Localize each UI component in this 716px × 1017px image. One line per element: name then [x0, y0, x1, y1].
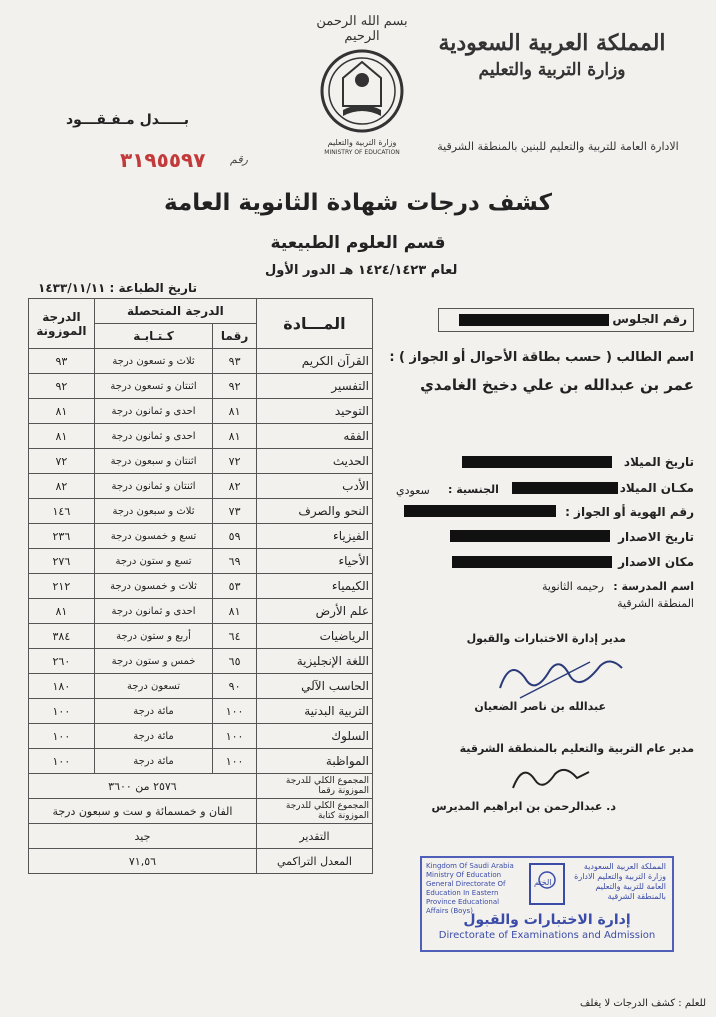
words-cell: ثلاث و خمسون درجة — [94, 574, 213, 599]
table-row — [29, 624, 373, 649]
document-title: كشف درجات شهادة الثانوية العامة — [164, 190, 552, 216]
words-cell: أربع و ستون درجة — [94, 624, 213, 649]
weighted-cell: ٢٣٦ — [29, 524, 95, 549]
replacement-note: بـــــدل مـفـقـــود — [66, 112, 189, 128]
words-cell: تسع و خمسون درجة — [94, 524, 213, 549]
digits-cell: ٦٩ — [213, 549, 257, 574]
subject-cell: الفقه — [256, 424, 372, 449]
section-name: قسم العلوم الطبيعية — [270, 233, 446, 253]
id-label: رقم الهوية أو الجواز : — [565, 505, 694, 519]
words-cell: اثنتان و سبعون درجة — [94, 449, 213, 474]
gpa-label: المعدل التراكمي — [256, 849, 372, 874]
digits-cell: ٨١ — [213, 399, 257, 424]
grade-row — [29, 824, 373, 849]
digits-cell: ١٠٠ — [213, 749, 257, 774]
serial-number: ٣١٩٥٥٩٧ — [120, 148, 206, 172]
table-row — [29, 674, 373, 699]
subject-cell: الكيمياء — [256, 574, 372, 599]
general-director-signature-icon — [505, 758, 595, 798]
grade-value: جيد — [29, 824, 257, 849]
name-value: عمر بن عبدالله بن علي دخيخ الغامدي — [420, 376, 694, 394]
issue-place-label: مكان الاصدار — [618, 555, 694, 569]
words-cell: احدى و ثمانون درجة — [94, 599, 213, 624]
subject-cell: اللغة الإنجليزية — [256, 649, 372, 674]
total-digits-label: المجموع الكلي للدرجة الموزونة رقما — [256, 774, 372, 799]
table-row — [29, 524, 373, 549]
digits-cell: ٥٩ — [213, 524, 257, 549]
weighted-cell: ٢٧٦ — [29, 549, 95, 574]
words-cell: مائة درجة — [94, 724, 213, 749]
digits-cell: ٥٣ — [213, 574, 257, 599]
weighted-cell: ١٨٠ — [29, 674, 95, 699]
year-line: لعام ١٤٢٤/١٤٢٣ هـ الدور الأول — [265, 263, 458, 278]
weighted-cell: ١٠٠ — [29, 724, 95, 749]
gpa-row — [29, 849, 373, 874]
table-row — [29, 374, 373, 399]
weighted-cell: ١٠٠ — [29, 699, 95, 724]
table-row — [29, 549, 373, 574]
redaction-bar — [459, 314, 609, 326]
words-header: كـتـابـة — [94, 324, 213, 349]
total-words-value: الفان و خمسمائة و ست و سبعون درجة — [29, 799, 257, 824]
words-cell: خمس و ستون درجة — [94, 649, 213, 674]
dob-label: تاريخ الميلاد — [623, 455, 694, 469]
exam-director-title: مدير إدارة الاختبارات والقبول — [466, 632, 626, 645]
digits-cell: ١٠٠ — [213, 699, 257, 724]
seat-label: رقم الجلوس — [612, 312, 687, 326]
digits-cell: ٧٣ — [213, 499, 257, 524]
school-label: اسم المدرسة : — [613, 580, 694, 593]
ministry-logo-icon — [319, 48, 405, 134]
stamp-english-text: Kingdom Of Saudi Arabia Ministry Of Education General Directorate Of Education In Eastern Province Educational Affairs (Boys) — [426, 862, 514, 915]
stamp-english-footer: Directorate of Examinations and Admission — [438, 930, 656, 941]
words-cell: ثلاث و تسعون درجة — [94, 349, 213, 374]
total-digits-row — [29, 774, 373, 799]
subject-cell: التفسير — [256, 374, 372, 399]
redaction-bar — [462, 456, 612, 468]
table-row — [29, 699, 373, 724]
digits-cell: ١٠٠ — [213, 724, 257, 749]
subject-cell: التوحيد — [256, 399, 372, 424]
words-cell: تسعون درجة — [94, 674, 213, 699]
issue-date-label: تاريخ الاصدار — [618, 530, 694, 544]
exam-director-signature-icon — [490, 648, 630, 704]
weighted-cell: ٨٢ — [29, 474, 95, 499]
digits-cell: ٩٣ — [213, 349, 257, 374]
table-row — [29, 724, 373, 749]
school-value: رحيمه الثانوية — [542, 580, 604, 593]
subject-cell: التربية البدنية — [256, 699, 372, 724]
digits-cell: ٩٠ — [213, 674, 257, 699]
words-cell: مائة درجة — [94, 749, 213, 774]
words-cell: احدى و ثمانون درجة — [94, 424, 213, 449]
words-cell: احدى و ثمانون درجة — [94, 399, 213, 424]
grades-table — [28, 298, 373, 874]
kingdom-name: المملكة العربية السعودية — [438, 30, 666, 56]
subject-cell: الفيزياء — [256, 524, 372, 549]
subject-cell: المواظبة — [256, 749, 372, 774]
nationality-value: سعودي — [396, 484, 430, 497]
weighted-cell: ١٠٠ — [29, 749, 95, 774]
digits-cell: ٦٤ — [213, 624, 257, 649]
weighted-cell: ٨١ — [29, 399, 95, 424]
words-cell: اثنتان و تسعون درجة — [94, 374, 213, 399]
digits-cell: ٦٥ — [213, 649, 257, 674]
weighted-cell: ٩٢ — [29, 374, 95, 399]
words-cell: اثنتان و ثمانون درجة — [94, 474, 213, 499]
subject-cell: الحاسب الآلي — [256, 674, 372, 699]
subject-cell: القرآن الكريم — [256, 349, 372, 374]
general-director-name: د. عبدالرحمن بن ابراهيم المديرس — [431, 800, 616, 813]
weighted-cell: ٩٣ — [29, 349, 95, 374]
digits-cell: ٨٢ — [213, 474, 257, 499]
weighted-cell: ٨١ — [29, 599, 95, 624]
digits-cell: ٩٢ — [213, 374, 257, 399]
emblem-caption-en: MINISTRY OF EDUCATION — [324, 149, 400, 156]
total-words-row — [29, 799, 373, 824]
ministry-name: وزارة التربية والتعليم — [478, 60, 626, 80]
table-row — [29, 574, 373, 599]
subject-cell: الحديث — [256, 449, 372, 474]
total-digits-value: ٢٥٧٦ من ٣٦٠٠ — [29, 774, 257, 799]
digits-cell: ٧٢ — [213, 449, 257, 474]
table-row — [29, 649, 373, 674]
weighted-cell: ١٤٦ — [29, 499, 95, 524]
table-row — [29, 399, 373, 424]
subject-header: المـــادة — [256, 299, 372, 349]
digits-header: رقما — [213, 324, 257, 349]
emblem-caption-ar: وزارة التربية والتعليم — [327, 138, 397, 147]
weighted-cell: ٣٨٤ — [29, 624, 95, 649]
ministry-emblem — [312, 14, 412, 154]
weighted-cell: ٨١ — [29, 424, 95, 449]
redaction-bar — [452, 556, 612, 568]
redaction-bar — [450, 530, 610, 542]
table-row — [29, 599, 373, 624]
subject-cell: النحو والصرف — [256, 499, 372, 524]
basmala: بسم الله الرحمن الرحيم — [316, 14, 408, 44]
table-row — [29, 449, 373, 474]
nationality-label: الجنسية : — [448, 483, 499, 496]
weighted-cell: ٧٢ — [29, 449, 95, 474]
weighted-cell: ٢٦٠ — [29, 649, 95, 674]
gpa-value: ٧١,٥٦ — [29, 849, 257, 874]
pob-label: مكـان الميلاد — [619, 481, 694, 495]
subject-cell: السلوك — [256, 724, 372, 749]
subject-cell: الأحياء — [256, 549, 372, 574]
seat-number-box — [438, 308, 694, 332]
region-value: المنطقة الشرقية — [617, 597, 694, 610]
weighted-cell: ٢١٢ — [29, 574, 95, 599]
general-director-title: مدير عام التربية والتعليم بالمنطقة الشرقية — [459, 742, 694, 755]
weighted-header: الدرجة الموزونة — [29, 299, 95, 349]
name-label: اسم الطالب ( حسب بطاقة الأحوال أو الجواز ) : — [389, 350, 694, 365]
redaction-bar — [404, 505, 556, 517]
subject-cell: علم الأرض — [256, 599, 372, 624]
words-cell: تسع و ستون درجة — [94, 549, 213, 574]
table-row — [29, 474, 373, 499]
table-row — [29, 349, 373, 374]
obtained-header: الدرجة المتحصلة — [94, 299, 256, 324]
grade-label: التقدير — [256, 824, 372, 849]
subject-cell: الرياضيات — [256, 624, 372, 649]
footer-note: للعلم : كشف الدرجات لا يغلف — [580, 998, 706, 1009]
kingdom-header — [422, 30, 682, 80]
words-cell: ثلاث و سبعون درجة — [94, 499, 213, 524]
print-date: تاريخ الطباعة : ١٤٣٣/١١/١١ — [38, 281, 197, 295]
digits-cell: ٨١ — [213, 599, 257, 624]
department-name: الادارة العامة للتربية والتعليم للبنين بالمنطقة الشرقية — [437, 140, 679, 153]
stamp-seal-label: الختم — [534, 878, 552, 887]
exam-director-name: عبدالله بن ناصر الضعيان — [474, 700, 606, 713]
table-row — [29, 499, 373, 524]
serial-label: رقم — [230, 153, 248, 166]
stamp-main-text: إدارة الاختبارات والقبول — [463, 912, 631, 928]
words-cell: مائة درجة — [94, 699, 213, 724]
redaction-bar — [512, 482, 618, 494]
stamp-arabic-text: المملكة العربية السعودية وزارة التربية والتعليم الادارة العامة للتربية والتعليم بالمنطقة الشرقية — [574, 862, 666, 901]
total-words-label: المجموع الكلي للدرجة الموزونة كتابة — [256, 799, 372, 824]
official-stamp — [420, 856, 674, 952]
digits-cell: ٨١ — [213, 424, 257, 449]
table-row — [29, 424, 373, 449]
subject-cell: الأدب — [256, 474, 372, 499]
table-row — [29, 749, 373, 774]
